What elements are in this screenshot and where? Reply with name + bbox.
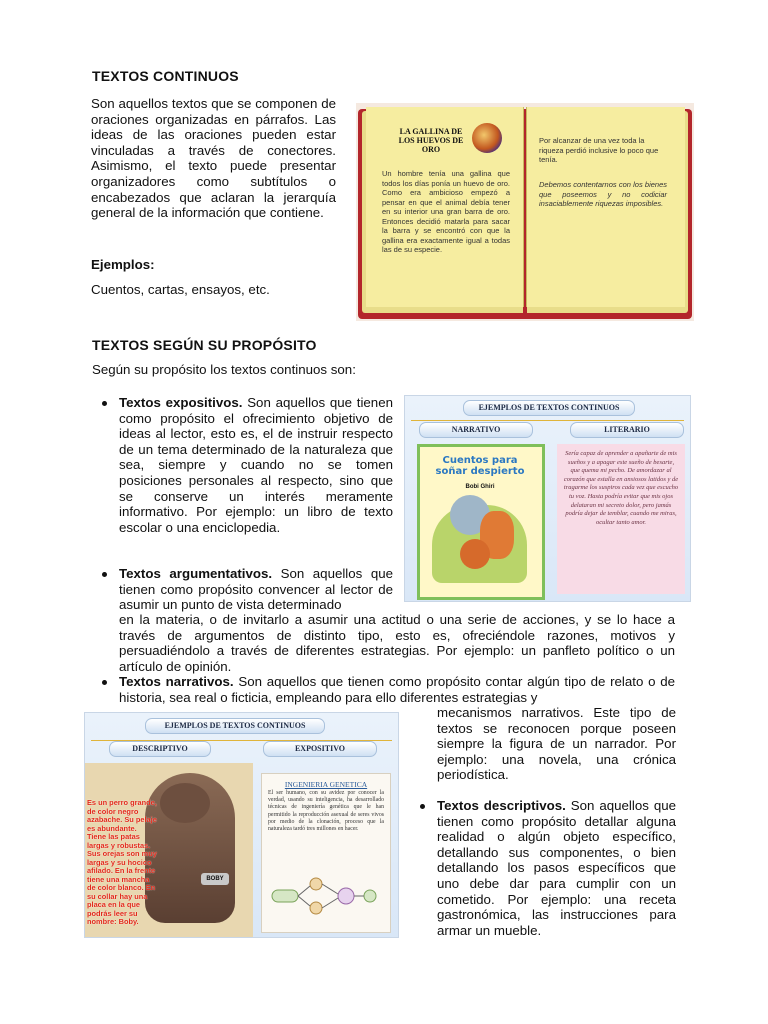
tab-narrativo: NARRATIVO xyxy=(419,422,533,438)
storybook-cover-image xyxy=(417,444,545,600)
examples-list: Cuentos, cartas, ensayos, etc. xyxy=(91,282,270,297)
poem-card xyxy=(557,444,685,594)
item-argumentativos xyxy=(119,566,393,613)
storybook-author: Bobi Ghiri xyxy=(465,484,495,490)
poem-text: Sería capaz de aprender a apañarte de mis sueños y a apagar este sueño de besarte, que quema mi pecho. De amordazar al corazón que estalla en ansiosos latidos y de tragarme los suspiros cada vez que escucho tu voz. Hasta podría evitar que mis ojos delataran mi secreto dolor, pero jamás podría dejar de temblar, cuando me miras, ocultar tanto amor. xyxy=(563,450,679,526)
item-expositivos xyxy=(119,395,393,535)
examples-label: Ejemplos: xyxy=(91,257,155,272)
open-book-image xyxy=(356,103,694,321)
examples-panel-narrativo-literario xyxy=(404,395,691,602)
continuos-description: Son aquellos textos que se componen de oraciones organizadas en párrafos. Las ideas de las oraciones pueden estar vinculadas a través de conectores. Asimismo, el texto puede presentar organizadores como subtítulos o encabezados que aclaran la jerarquía general de la información que contiene. xyxy=(91,96,336,221)
bullet-icon xyxy=(420,804,425,809)
hen-icon xyxy=(472,123,502,153)
item-text: Son aquellos que tienen como propósito convencer al lector de asumir un punto de vista determinado xyxy=(119,566,393,613)
bullet-icon xyxy=(102,572,107,577)
item-narrativos xyxy=(119,674,675,705)
book-moral: Debemos contentarnos con los bienes que poseemos y no codiciar insaciablemente riquezas imposibles. xyxy=(539,180,667,208)
storybook-title: Cuentos para soñar despierto xyxy=(435,455,525,477)
item-descriptivos xyxy=(437,798,676,938)
proposito-intro: Según su propósito los textos continuos son: xyxy=(92,362,356,377)
book-story-text: Un hombre tenía una gallina que todos los días ponía un huevo de oro. Como era ambicioso empezó a pensar en que el animal debía tener en su interior una gran barra de oro. Entonces decidió matarla para sacar la barra y se encontró con que la gallina era exactamente igual a todas las de su especie. xyxy=(382,169,510,254)
tab-expositivo: EXPOSITIVO xyxy=(263,741,377,757)
dog-description-text: Es un perro grande, de color negro azabache. Su pelaje es abundante. Tiene las patas largas y robustas. Sus orejas son muy largas y su hocico afilado. En la frente tiene una mancha de color blanco. En su collar hay una placa en la que podrás leer su nombre: Boby. xyxy=(87,798,157,926)
bullet-icon xyxy=(102,401,107,406)
item-narrativos-cont: mecanismos narrativos. Este tipo de textos se reconocen porque poseen siempre la figura de un narrador. Por ejemplo: una novela, una crónica periodística. xyxy=(437,705,676,783)
bullet-icon xyxy=(102,680,107,685)
dog-description-card xyxy=(85,763,253,937)
article-title: INGENIERIA GENETICA xyxy=(284,780,368,789)
item-text: Son aquellos que tienen como propósito el ofrecimiento objetivo de ideas al lector, esto es, el de instruir respecto de un tema determinado de la naturaleza que sea, siempre y cuando no se tomen posiciones personales al respecto, sino que se conserve un interés meramente informativo. Por ejemplo: un libro de texto escolar o una enciclopedia. xyxy=(119,395,393,535)
cloning-diagram-icon xyxy=(270,870,382,926)
section-heading-continuos: TEXTOS CONTINUOS xyxy=(92,68,239,84)
dog-collar-tag: BOBY xyxy=(201,873,229,885)
panel-title: EJEMPLOS DE TEXTOS CONTINUOS xyxy=(463,400,635,416)
section-heading-proposito: TEXTOS SEGÚN SU PROPÓSITO xyxy=(92,337,317,353)
book-story-title: LA GALLINA DE LOS HUEVOS DE ORO xyxy=(398,127,464,154)
book-moral-intro: Por alcanzar de una vez toda la riqueza perdió inclusive lo poco que tenía. xyxy=(539,136,659,164)
tab-literario: LITERARIO xyxy=(570,422,684,438)
item-term: Textos narrativos. xyxy=(119,674,234,689)
genetics-article-card xyxy=(261,773,391,933)
item-term: Textos argumentativos. xyxy=(119,566,273,581)
item-term: Textos expositivos. xyxy=(119,395,243,410)
item-term: Textos descriptivos. xyxy=(437,798,566,813)
item-text: Son aquellos que tienen como propósito detallar alguna realidad o algún objeto específico, detallando sus componentes, o bien detallando los pasos específicos que uno debe dar para cumplir con un cometido. Por ejemplo: una receta gastronómica, las instrucciones para armar un mueble. xyxy=(437,798,676,938)
tab-descriptivo: DESCRIPTIVO xyxy=(109,741,211,757)
panel-title: EJEMPLOS DE TEXTOS CONTINUOS xyxy=(145,718,325,734)
examples-panel-descriptivo-expositivo xyxy=(84,712,399,938)
item-text: Son aquellos que tienen como propósito contar algún tipo de relato o de historia, sea real o ficticia, empleando para ello diferentes estrategias y xyxy=(119,674,675,705)
item-argumentativos-cont: en la materia, o de invitarlo a asumir una actitud o una serie de acciones, y se lo hace a través de argumentos de distinto tipo, esto es, ofreciéndole razones, motivos y persuadiéndolo a través de diferentes estrategias. Por ejemplo: un panfleto político o un artículo de opinión. xyxy=(119,612,675,674)
article-text: El ser humano, con su avidez por conocer la verdad, usando su inteligencia, ha desarrollado técnicas de ingeniería genética que le han permitido la reproducción asexual de seres vivos por medio de la clonación, proceso que la naturaleza tardó tres millones en hacer. xyxy=(268,790,384,833)
